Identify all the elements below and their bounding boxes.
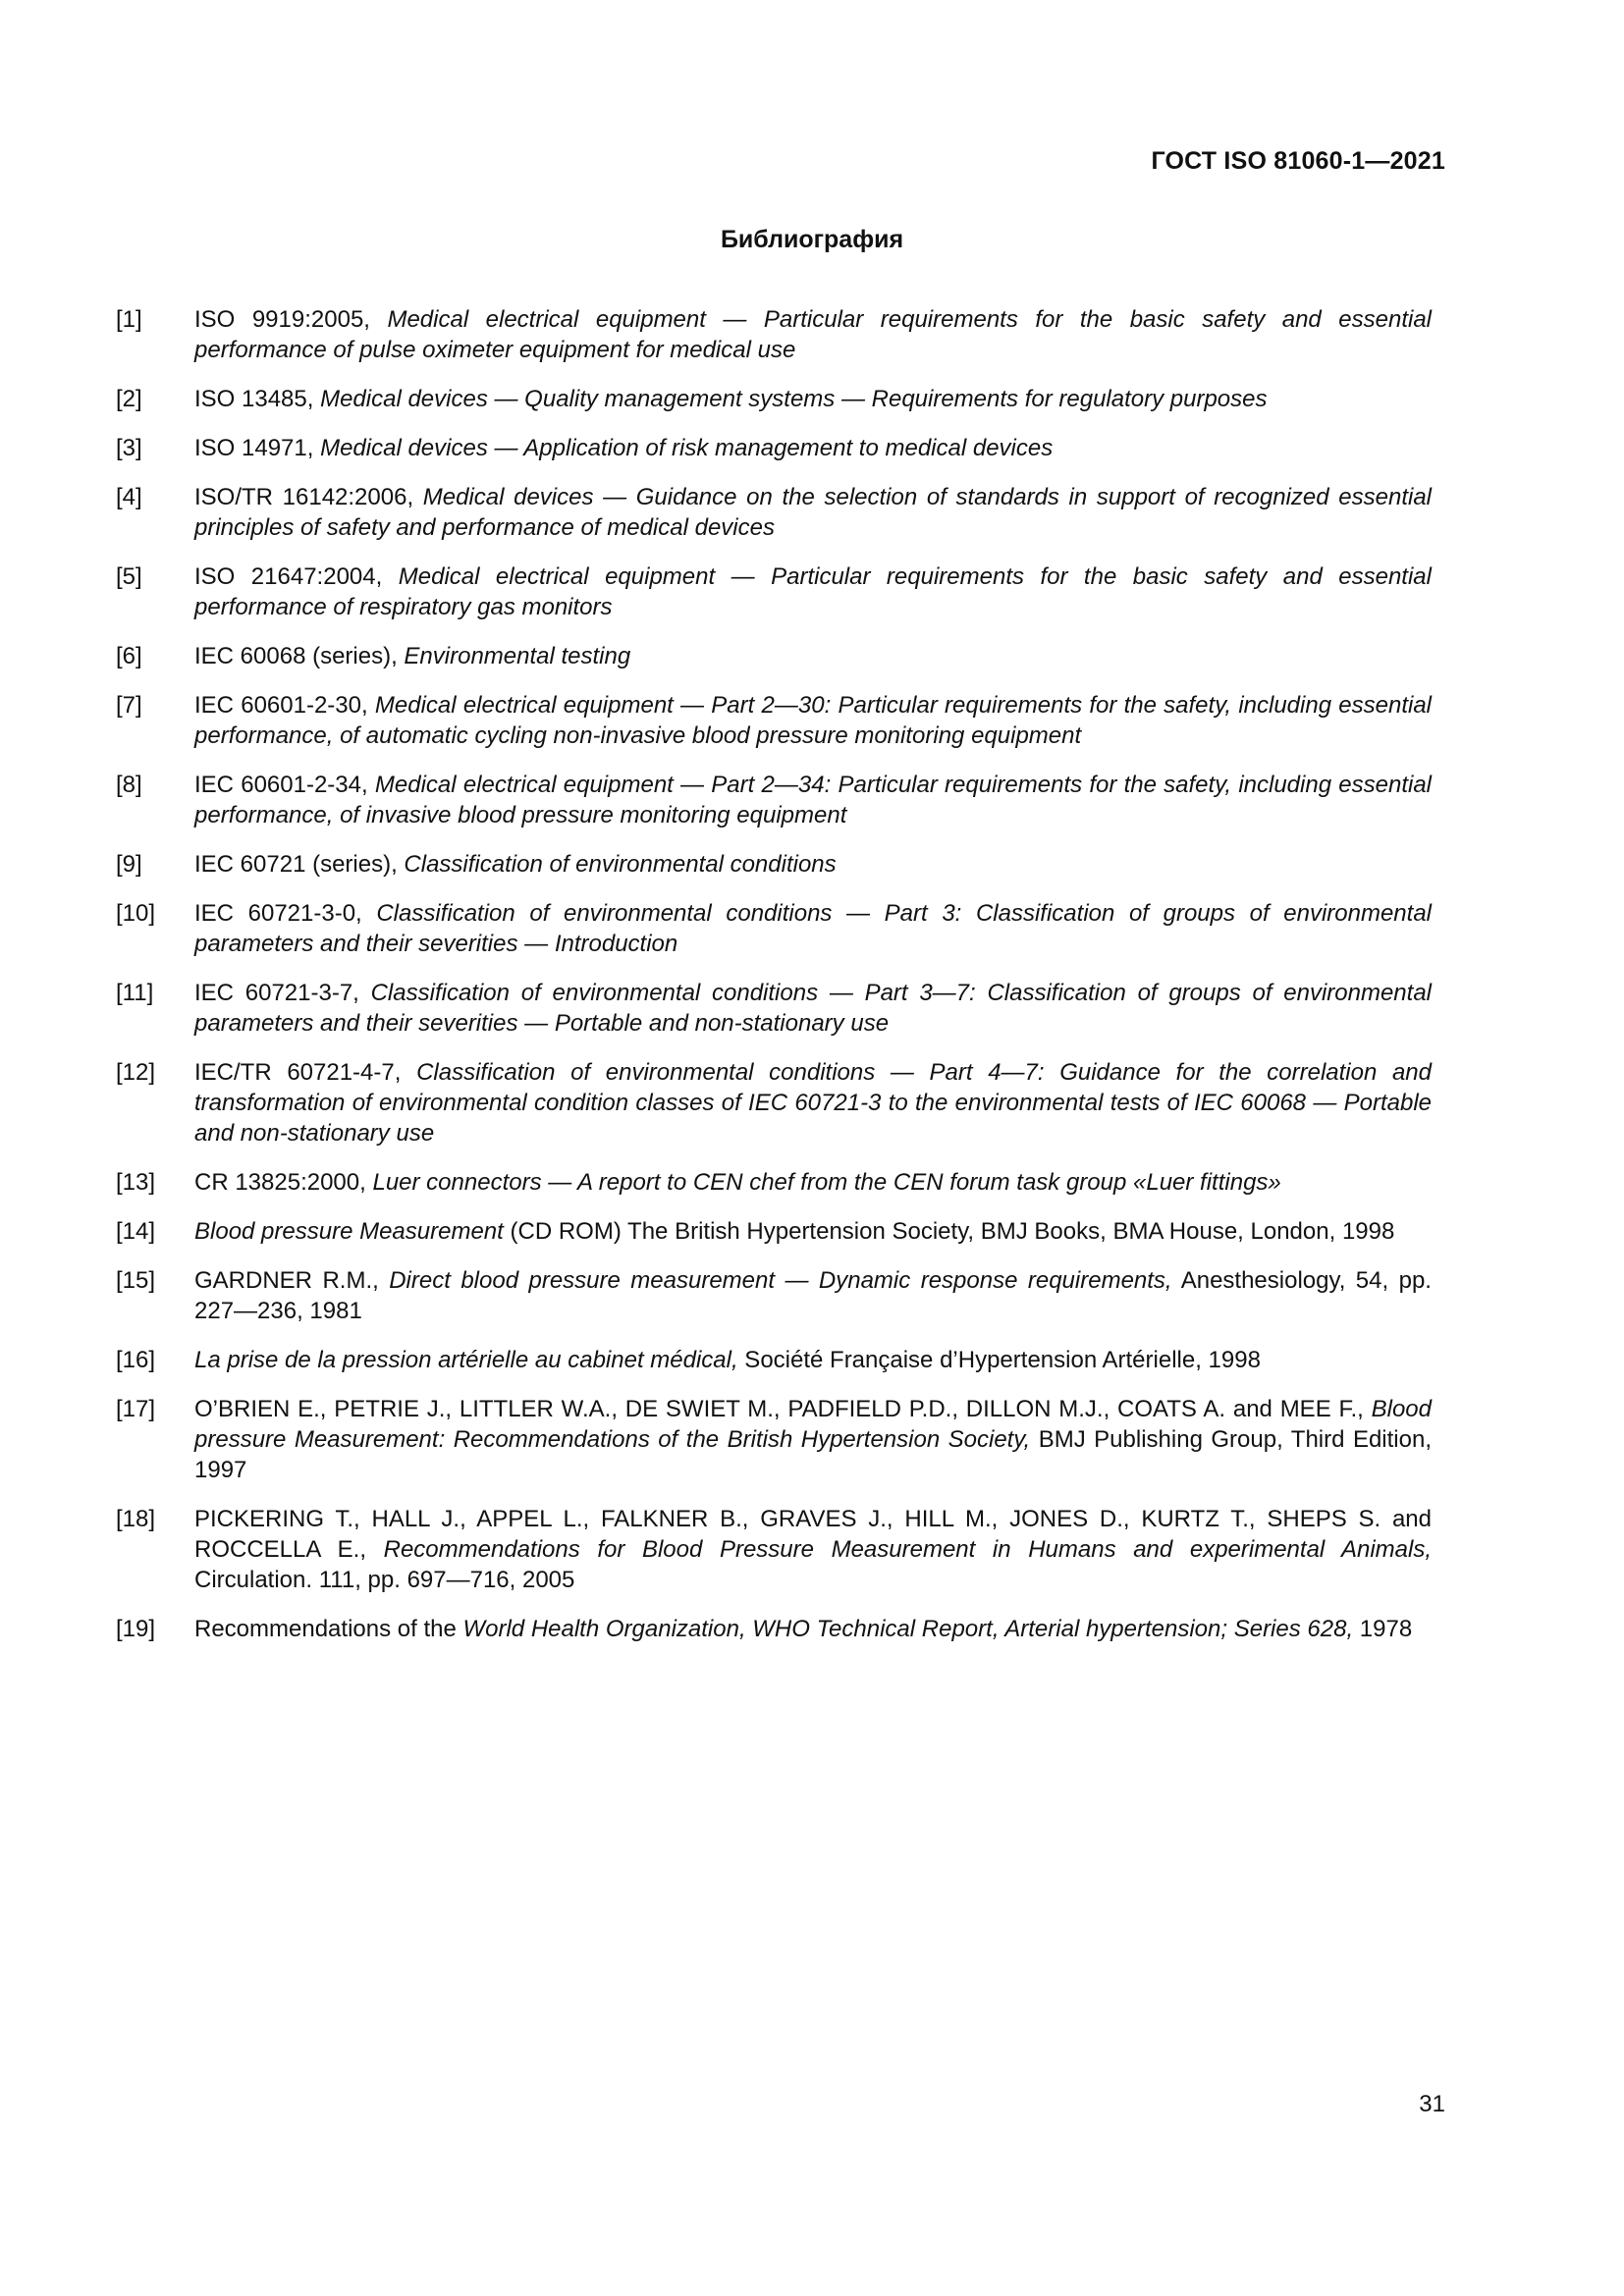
bibliography-entry — [116, 1167, 1432, 1198]
entry-source: ISO/TR 16142:2006, — [194, 484, 423, 510]
entry-text — [194, 1504, 1432, 1595]
entry-number: [3] — [116, 435, 142, 461]
entry-text — [194, 482, 1432, 543]
entry-title: Classification of environmental conditions — Part 4—7: Guidance for the correlation and transformation of environmental condition classes of IEC 60721-3 to the environmental tests of IEC 60068 — Portable and non-stationary use — [194, 1059, 1433, 1147]
entry-number: [14] — [116, 1218, 156, 1245]
entry-number: [18] — [116, 1506, 156, 1532]
entry-number: [19] — [116, 1616, 156, 1642]
entry-source: IEC 60721 (series), — [194, 851, 405, 878]
entry-number: [8] — [116, 772, 142, 798]
bibliography-entry — [116, 482, 1432, 543]
entry-number: [13] — [116, 1169, 156, 1196]
entry-title: Blood pressure Measurement — [194, 1218, 504, 1245]
entry-source: ISO 9919:2005, — [194, 306, 388, 333]
bibliography-list — [116, 304, 1432, 1663]
entry-text — [194, 849, 1432, 880]
entry-title: Classification of environmental conditions — Part 3: Classification of groups of environmental parameters and their severities — Introduction — [194, 900, 1432, 957]
page-number: 31 — [1419, 2091, 1445, 2117]
entry-source: CR 13825:2000, — [194, 1169, 373, 1196]
entry-text — [194, 1057, 1432, 1148]
entry-number: [1] — [116, 306, 142, 333]
entry-source: GARDNER R.M., — [194, 1267, 390, 1294]
bibliography-entry — [116, 1265, 1432, 1326]
bibliography-entry — [116, 384, 1432, 414]
entry-text — [194, 1345, 1432, 1375]
entry-source: BMJ Publishing Group, Third Edition, 1997 — [194, 1426, 1433, 1483]
entry-number: [12] — [116, 1059, 156, 1086]
bibliography-entry — [116, 433, 1432, 463]
entry-source: IEC/TR 60721-4-7, — [194, 1059, 417, 1086]
entry-text — [194, 898, 1432, 959]
entry-source: Société Française d’Hypertension Artérielle, 1998 — [737, 1347, 1261, 1373]
bibliography-entry — [116, 770, 1432, 830]
entry-number: [17] — [116, 1396, 156, 1422]
entry-text — [194, 1216, 1432, 1247]
entry-title: Medical electrical equipment — Particular requirements for the basic safety and essential performance of respiratory gas monitors — [194, 563, 1432, 620]
entry-source: Recommendations of the — [194, 1616, 463, 1642]
entry-text — [194, 1614, 1432, 1644]
entry-number: [10] — [116, 900, 156, 927]
bibliography-entry — [116, 304, 1432, 365]
bibliography-entry — [116, 690, 1432, 751]
entry-number: [6] — [116, 643, 142, 669]
entry-text — [194, 561, 1432, 622]
entry-text — [194, 690, 1432, 751]
entry-number: [11] — [116, 980, 154, 1006]
entry-source: (CD ROM) The British Hypertension Society, BMJ Books, BMA House, London, 1998 — [503, 1218, 1395, 1245]
entry-title: Medical electrical equipment — Particular requirements for the basic safety and essential performance of pulse oximeter equipment for medical use — [194, 306, 1432, 363]
document-code: ГОСТ ISO 81060-1—2021 — [1151, 147, 1445, 175]
entry-source: ISO 13485, — [194, 386, 321, 412]
entry-title: Classification of environmental conditions — [404, 851, 837, 878]
entry-source: Circulation. 111, pp. 697—716, 2005 — [194, 1567, 575, 1593]
entry-source: IEC 60721-3-7, — [194, 980, 371, 1006]
bibliography-entry — [116, 641, 1432, 671]
bibliography-entry — [116, 978, 1432, 1039]
entry-source: IEC 60601-2-34, — [194, 772, 375, 798]
entry-text — [194, 1167, 1432, 1198]
entry-source: O’BRIEN E., PETRIE J., LITTLER W.A., DE SWIET M., PADFIELD P.D., DILLON M.J., COATS A. and MEE F., — [194, 1396, 1372, 1422]
entry-source: IEC 60721-3-0, — [194, 900, 377, 927]
bibliography-entry — [116, 1216, 1432, 1247]
entry-number: [15] — [116, 1267, 156, 1294]
entry-text — [194, 1265, 1432, 1326]
bibliography-entry — [116, 849, 1432, 880]
entry-title: Environmental testing — [404, 643, 631, 669]
entry-title: Medical electrical equipment — Part 2—30: Particular requirements for the safety, including essential performance, of automatic cycling non-invasive blood pressure monitoring equipment — [194, 692, 1432, 749]
entry-title: Medical devices — Guidance on the selection of standards in support of recognized essential principles of safety and performance of medical devices — [194, 484, 1432, 541]
entry-number: [9] — [116, 851, 142, 878]
entry-title: Medical devices — Application of risk management to medical devices — [320, 435, 1054, 461]
entry-number: [4] — [116, 484, 142, 510]
entry-title: Blood pressure Measurement: Recommendations of the British Hypertension Society, — [194, 1396, 1432, 1453]
entry-title: Recommendations for Blood Pressure Measurement in Humans and experimental Animals, — [383, 1536, 1432, 1563]
entry-text — [194, 433, 1432, 463]
entry-source: ISO 21647:2004, — [194, 563, 399, 590]
entry-text — [194, 978, 1432, 1039]
entry-title: Direct blood pressure measurement — Dynamic response requirements, — [389, 1267, 1172, 1294]
entry-title: Luer connectors — A report to CEN chef from the CEN forum task group «Luer fittings» — [372, 1169, 1281, 1196]
entry-text — [194, 770, 1432, 830]
bibliography-entry — [116, 1057, 1432, 1148]
entry-text — [194, 641, 1432, 671]
bibliography-entry — [116, 898, 1432, 959]
entry-number: [5] — [116, 563, 142, 590]
entry-number: [16] — [116, 1347, 156, 1373]
entry-title: World Health Organization, WHO Technical Report, Arterial hypertension; Series 628, — [462, 1616, 1354, 1642]
bibliography-entry — [116, 1394, 1432, 1485]
entry-text — [194, 304, 1432, 365]
entry-number: [2] — [116, 386, 142, 412]
entry-source: 1978 — [1353, 1616, 1413, 1642]
entry-title: Medical devices — Quality management systems — Requirements for regulatory purposes — [320, 386, 1268, 412]
entry-source: IEC 60601-2-30, — [194, 692, 375, 719]
entry-text — [194, 1394, 1432, 1485]
entry-source: PICKERING T., HALL J., APPEL L., FALKNER B., GRAVES J., HILL M., JONES D., KURTZ T., SHEPS S. and ROCCELLA E., — [194, 1506, 1432, 1563]
entry-number: [7] — [116, 692, 142, 719]
entry-source: ISO 14971, — [194, 435, 321, 461]
entry-source: IEC 60068 (series), — [194, 643, 405, 669]
entry-title: La prise de la pression artérielle au cabinet médical, — [194, 1347, 738, 1373]
entry-source: Anesthesiology, 54, pp. 227—236, 1981 — [194, 1267, 1432, 1324]
page-title: Библиография — [720, 226, 904, 253]
entry-text — [194, 384, 1432, 414]
entry-title: Classification of environmental conditions — Part 3—7: Classification of groups of environmental parameters and their severities — Portable and non-stationary use — [194, 980, 1432, 1037]
entry-title: Medical electrical equipment — Part 2—34: Particular requirements for the safety, including essential performance, of invasive blood pressure monitoring equipment — [194, 772, 1432, 828]
bibliography-entry — [116, 561, 1432, 622]
bibliography-entry — [116, 1504, 1432, 1595]
bibliography-entry — [116, 1345, 1432, 1375]
bibliography-entry — [116, 1614, 1432, 1644]
